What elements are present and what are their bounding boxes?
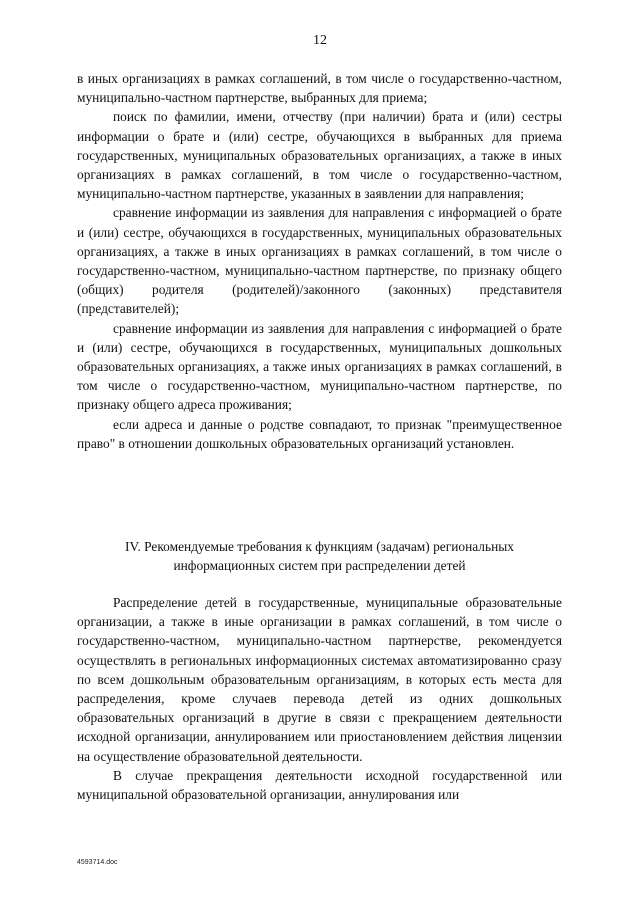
paragraph-parent-comparison: сравнение информации из заявления для направления с информацией о брате и (или) сестре, обучающихся в государственных, муниципальных образовательных организациях, а также в иных организациях в рамках соглашений, в том числе о государственно-частном, муниципально-частном партнерстве, по признаку общего (общих) родителя (родителей)/законного (законных) представителя (представителей);	[77, 205, 562, 317]
paragraph-distribution: Распределение детей в государственные, муниципальные образовательные организации, а также в иные организации в рамках соглашений, в том числе о государственно-частном, муниципально-частном партнерстве, рекомендуется осуществлять в региональных информационных системах автоматизированно сразу по всем дошкольным образовательным организациям, в которых есть места для распределения, кроме случаев перевода детей из одних дошкольных образовательных организаций в другие в связи с прекращением деятельности исходной организации, аннулированием или приостановлением действия лицензии на осуществление образовательной деятельности.	[77, 595, 562, 764]
paragraph-priority-right: если адреса и данные о родстве совпадают, то признак "преимущественное право" в отношении дошкольных образовательных организаций установлен.	[77, 416, 562, 451]
paragraph-termination-case: В случае прекращения деятельности исходной государственной или муниципальной образовательной организации, аннулирования или	[77, 767, 562, 803]
body-text-block	[77, 69, 562, 453]
footer-filename: 4593714.doc	[77, 859, 118, 866]
section-heading-line-1: IV. Рекомендуемые требования к функциям (задачам) региональных	[125, 539, 514, 554]
section-body-text	[77, 593, 562, 804]
paragraph-continuation: в иных организациях в рамках соглашений, в том числе о государственно-частном, муниципально-частном партнерстве, выбранных для приема;	[77, 71, 562, 106]
page-number: 12	[313, 33, 327, 48]
paragraph-address-comparison: сравнение информации из заявления для направления с информацией о брате и (или) сестре, обучающихся в государственных, муниципальных дошкольных образовательных организациях, а также иных организациях в рамках соглашений, в том числе о государственно-частном, муниципально-частном партнерстве, по признаку общего адреса проживания;	[77, 320, 562, 413]
section-heading	[77, 537, 562, 575]
section-heading-line-2: информационных систем при распределении детей	[173, 558, 466, 574]
paragraph-sibling-search: поиск по фамилии, имени, отчеству (при наличии) брата и (или) сестры информации о брате и (или) сестре, обучающихся в выбранных для приема государственных, муниципальных образовательных организациях, а также в иных организациях в рамках соглашений, в том числе о государственно-частном, муниципально-частном партнерстве, указанных в заявлении для направления;	[77, 109, 562, 202]
